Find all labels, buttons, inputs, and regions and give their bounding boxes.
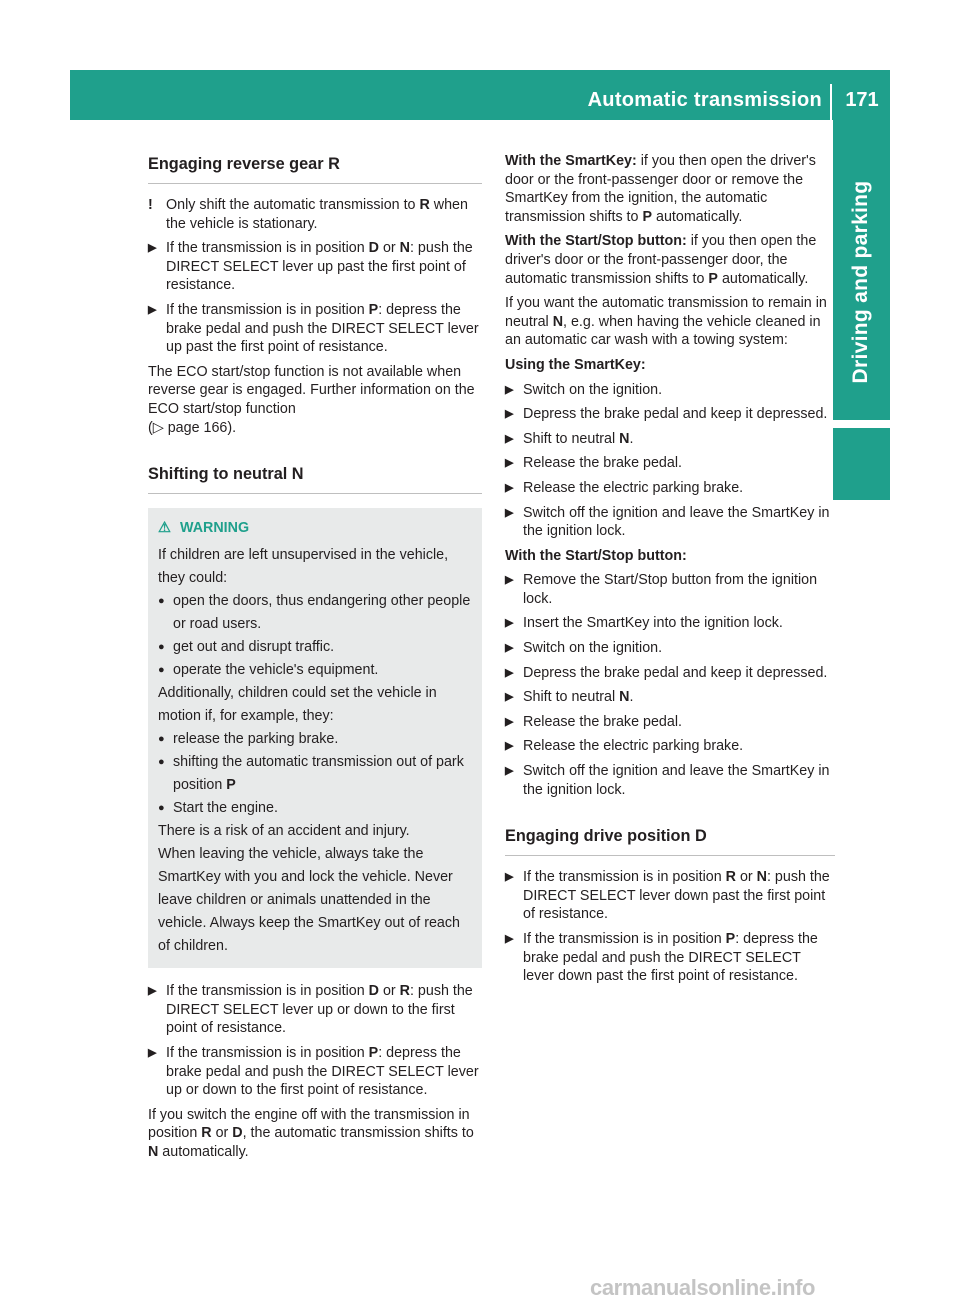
text: Switch on the ignition. — [523, 381, 663, 398]
heading-reverse-gear: Engaging reverse gear R — [148, 145, 482, 184]
text: , e.g. when having the vehicle cleaned in an automatic car wash with a towing system: — [505, 313, 821, 349]
text: Shift to neutral — [523, 430, 620, 447]
step-item — [505, 664, 835, 683]
arrow-icon: ▶ — [505, 383, 514, 396]
arrow-icon: ▶ — [505, 617, 514, 630]
chapter-tab-text: Driving and parking — [849, 180, 872, 384]
arrow-icon: ▶ — [505, 457, 514, 470]
text: There is a risk of an accident and injury. — [158, 823, 410, 840]
step-item — [505, 737, 835, 756]
subheading — [505, 356, 835, 375]
paragraph — [148, 1106, 482, 1162]
text: Depress the brake pedal and keep it depressed. — [523, 406, 828, 423]
step-item — [505, 381, 835, 400]
text: Additionally, children could set the vehicle in motion if, for example, they: — [158, 685, 437, 725]
text: or — [378, 240, 400, 257]
text: Release the electric parking brake. — [523, 479, 744, 496]
section-title: Automatic transmission — [587, 89, 822, 111]
text: D — [368, 983, 379, 1000]
text: Insert the SmartKey into the ignition lock. — [523, 615, 783, 632]
list-item — [158, 751, 472, 797]
text: automatically. — [652, 208, 743, 225]
text: With the Start/Stop button: — [505, 547, 687, 564]
text: Using the SmartKey: — [505, 356, 646, 373]
chapter-tab-label — [836, 120, 886, 420]
arrow-icon: ▶ — [505, 933, 514, 945]
list-item — [158, 659, 472, 682]
text: Release the electric parking brake. — [523, 738, 744, 755]
paragraph — [505, 232, 835, 288]
arrow-icon: ▶ — [148, 985, 157, 998]
text: If you switch the engine off with the transmission in position — [148, 1106, 470, 1142]
text: R — [419, 197, 430, 213]
arrow-icon: ▶ — [148, 1046, 157, 1059]
text: N — [399, 240, 410, 257]
left-column — [148, 145, 482, 1167]
text: With the Start/Stop button: — [505, 233, 687, 250]
text: If the transmission is in position — [166, 983, 369, 1000]
subheading — [505, 547, 835, 566]
page-ref-link[interactable]: (▷ page 166). — [148, 419, 237, 436]
bullet-icon: ● — [158, 733, 165, 746]
arrow-icon: ▶ — [148, 303, 157, 316]
text: if you then open the driver's door or the front-passenger door, the automatic transmission shifts to — [505, 233, 817, 287]
arrow-icon: ▶ — [505, 574, 514, 587]
step-item — [505, 762, 835, 799]
arrow-icon: ▶ — [505, 691, 514, 704]
step-item — [505, 713, 835, 732]
bullet-icon: ● — [158, 641, 165, 654]
step-item — [148, 1044, 482, 1100]
arrow-icon: ▶ — [505, 765, 514, 778]
step-item — [505, 405, 835, 424]
text: If the transmission is in position — [166, 240, 369, 257]
arrow-icon: ▶ — [505, 481, 514, 494]
text: If the transmission is in position — [166, 301, 369, 318]
text: P — [368, 301, 379, 318]
text: P — [226, 777, 236, 794]
text: Shift to neutral — [523, 689, 620, 706]
arrow-icon: ▶ — [505, 642, 514, 655]
heading-neutral: Shifting to neutral N — [148, 455, 482, 494]
text: : depress the brake pedal and push the DIRECT SELECT lever up or down to the first point of resistance. — [166, 1044, 479, 1099]
bullet-icon: ● — [158, 756, 165, 769]
arrow-icon: ▶ — [505, 666, 514, 679]
bullet-icon: ● — [158, 595, 165, 608]
arrow-icon: ▶ — [148, 242, 157, 255]
arrow-icon: ▶ — [505, 740, 514, 753]
text: shifting the automatic transmission out of park position — [173, 754, 464, 794]
header-divider — [830, 84, 832, 120]
text: Remove the Start/Stop button from the ignition lock. — [523, 572, 818, 607]
text: Release the brake pedal. — [523, 455, 682, 472]
warning-triangle-icon: ⚠ — [158, 520, 171, 537]
watermark: carmanualsonline.info — [590, 1275, 816, 1300]
arrow-icon: ▶ — [505, 871, 514, 884]
arrow-icon: ▶ — [505, 432, 514, 445]
list-item — [158, 797, 472, 820]
text: release the parking brake. — [173, 731, 339, 748]
text: or — [378, 983, 400, 1000]
text: N — [552, 313, 564, 330]
arrow-icon: ▶ — [505, 506, 514, 519]
text: operate the vehicle's equipment. — [173, 662, 379, 679]
text: Switch on the ignition. — [523, 640, 663, 657]
list-item — [158, 636, 472, 659]
text: Release the brake pedal. — [523, 713, 682, 730]
step-item — [148, 982, 482, 1038]
caution-note — [148, 196, 482, 233]
text: Start the engine. — [173, 800, 278, 817]
text: R — [201, 1125, 212, 1142]
text: . — [629, 430, 634, 447]
text: automatically. — [717, 270, 809, 287]
text: If children are left unsupervised in the vehicle, they could: — [158, 547, 449, 587]
text: When leaving the vehicle, always take the SmartKey with you and lock the vehicle. Never leave children or animals unattended in the vehicle. Always keep the SmartKey out of reach of children. — [158, 846, 460, 955]
page-number: 171 — [845, 89, 879, 111]
text: N — [619, 430, 630, 447]
step-item — [148, 239, 482, 295]
text: : depress the brake pedal and push the DIRECT SELECT lever up past the first point of resistance. — [166, 301, 479, 356]
text: Only shift the automatic transmission to — [166, 197, 420, 213]
text: R — [725, 869, 736, 886]
bullet-icon: ● — [158, 802, 165, 815]
text: or — [735, 869, 757, 886]
text: WARNING — [180, 520, 250, 537]
text: , the automatic transmission shifts to — [242, 1125, 474, 1142]
step-item — [505, 504, 835, 541]
text: P — [708, 270, 718, 287]
text: : push the DIRECT SELECT lever down past the first point of resistance. — [523, 869, 830, 923]
text: P — [368, 1044, 379, 1061]
text: D — [232, 1125, 243, 1142]
text: Switch off the ignition and leave the SmartKey in the ignition lock. — [523, 763, 830, 798]
text: automatically. — [158, 1143, 249, 1160]
text: P — [725, 931, 736, 947]
list-item — [158, 590, 472, 636]
step-item — [505, 571, 835, 608]
text: : push the DIRECT SELECT lever up or down to the first point of resistance. — [166, 983, 473, 1037]
step-item — [505, 930, 835, 986]
text: The ECO start/stop function is not available when reverse gear is engaged. Further information on the ECO start/stop function — [148, 363, 475, 417]
step-item — [505, 614, 835, 633]
text: N — [756, 869, 767, 886]
text: If you want the automatic transmission to remain in neutral — [505, 295, 827, 330]
right-column — [505, 152, 835, 992]
text: get out and disrupt traffic. — [173, 639, 335, 656]
chapter-tab-divider — [833, 420, 890, 428]
text: . — [629, 689, 634, 706]
header-bar — [70, 70, 890, 120]
text: : push the DIRECT SELECT lever up past the first point of resistance. — [166, 240, 473, 294]
warning-box — [148, 508, 482, 968]
text: N — [148, 1143, 159, 1160]
step-item — [505, 868, 835, 924]
text: : depress the brake pedal and push the DIRECT SELECT lever down past the first point of resistance. — [523, 931, 818, 985]
text: If the transmission is in position — [523, 931, 726, 947]
text: open the doors, thus endangering other people or road users. — [173, 593, 471, 633]
text: P — [642, 208, 653, 225]
step-item — [505, 688, 835, 707]
text: D — [368, 240, 379, 257]
text: With the SmartKey: — [505, 153, 637, 169]
text: R — [399, 983, 410, 1000]
step-item — [505, 430, 835, 449]
caution-icon: ! — [148, 197, 153, 213]
bullet-icon: ● — [158, 664, 165, 677]
paragraph — [505, 294, 835, 350]
text: or — [211, 1125, 233, 1142]
paragraph — [505, 152, 835, 226]
text: if you then open the driver's door or the front-passenger door or remove the SmartKey from the ignition, the automatic transmission shifts to — [505, 153, 816, 225]
arrow-icon: ▶ — [505, 715, 514, 728]
arrow-icon: ▶ — [505, 408, 514, 421]
step-item — [505, 639, 835, 658]
step-item — [148, 301, 482, 357]
text: If the transmission is in position — [166, 1044, 369, 1061]
step-item — [505, 479, 835, 498]
eco-note — [148, 363, 482, 437]
text: Depress the brake pedal and keep it depressed. — [523, 664, 828, 681]
text: Switch off the ignition and leave the SmartKey in the ignition lock. — [523, 504, 830, 540]
warning-heading — [158, 517, 472, 540]
text: N — [619, 689, 630, 706]
list-item — [158, 728, 472, 751]
step-item — [505, 454, 835, 473]
text: when the vehicle is stationary. — [166, 197, 468, 232]
heading-drive-position: Engaging drive position D — [505, 817, 835, 856]
text: If the transmission is in position — [523, 869, 726, 886]
